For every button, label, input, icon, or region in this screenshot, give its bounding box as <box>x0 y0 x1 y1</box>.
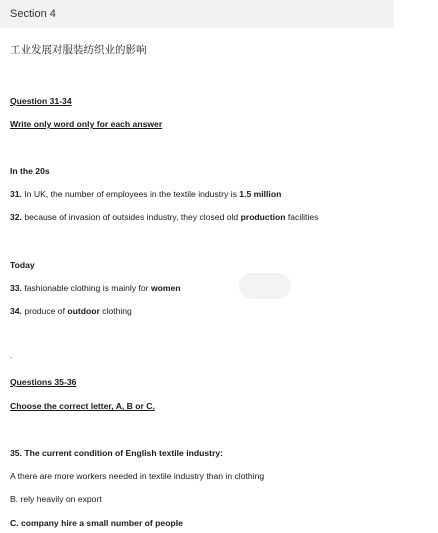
question-text: fashionable clothing is mainly for <box>21 283 151 293</box>
question-35: 35. The current condition of English textile industry: <box>10 448 223 458</box>
separator-mark: - <box>10 353 13 362</box>
option-c: C. company hire a small number of people <box>10 518 183 528</box>
question-34 <box>10 305 132 317</box>
section-header-bar <box>0 0 394 28</box>
question-number: 33. <box>10 283 22 293</box>
question-number: 32. <box>10 212 22 222</box>
question-number: 34. <box>10 306 22 316</box>
question-33 <box>10 282 181 294</box>
question-31 <box>10 188 281 200</box>
question-text-after: clothing <box>99 306 132 316</box>
section-title: Section 4 <box>10 8 56 20</box>
question-range-heading-31-34: Question 31-34 <box>10 96 72 106</box>
blurred-watermark <box>239 273 291 299</box>
question-text-after: facilities <box>285 212 319 222</box>
question-text: produce of <box>21 306 68 316</box>
instruction-31-34: Write only word only for each answer <box>10 119 163 129</box>
answer: 1.5 million <box>239 189 282 199</box>
answer: women <box>150 283 181 293</box>
answer: production <box>240 212 286 222</box>
instruction-35-36: Choose the correct letter, A, B or C. <box>10 401 155 411</box>
subheading-today: Today <box>10 260 35 270</box>
passage-title: 工业发展对服装纺织业的影响 <box>10 44 147 56</box>
answer: outdoor <box>67 306 100 316</box>
question-range-heading-35-36: Questions 35-36 <box>10 377 77 387</box>
question-number: 31. <box>10 189 22 199</box>
question-32 <box>10 211 318 223</box>
question-text: because of invasion of outsides industry, they closed old <box>21 212 241 222</box>
subheading-in-the-20s: In the 20s <box>10 166 50 176</box>
option-a: A there are more workers needed in textile industry than in clothing <box>10 471 265 481</box>
option-b: B. rely heavily on export <box>10 494 102 504</box>
question-text: In UK, the number of employees in the textile industry is <box>21 189 240 199</box>
